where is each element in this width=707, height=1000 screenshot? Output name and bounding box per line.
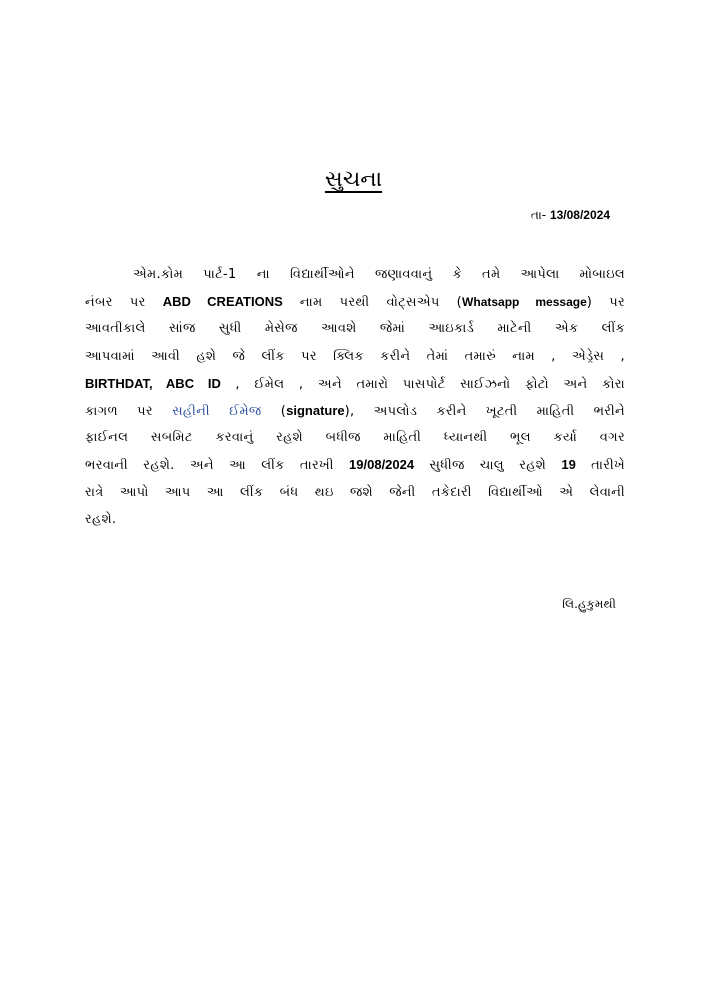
body-line	[85, 424, 625, 451]
signature-image-term: સહીની ઈમેજ	[172, 403, 262, 419]
body-text: આપવામાં આવી હશે જે લીંક પર ક્લિક કરીને તેમાં તમારું નામ , એડ્રેસ ,	[85, 348, 625, 364]
body-text: ) પર	[586, 295, 625, 311]
body-text: ફાઈનલ સબમિટ કરવાનું રહશે બધીજ માહિતી ધ્યાનથી ભૂલ કર્યા વગર	[85, 430, 625, 446]
body-line	[85, 315, 625, 342]
body-text: રાત્રે આપો આપ આ લીંક બંધ થઇ જશે જેની તકેદારી વિદ્યાર્થીઓ એ લેવાની	[85, 484, 625, 500]
deadline-day: 19	[561, 457, 576, 473]
notice-date	[470, 207, 610, 223]
body-line	[85, 370, 625, 397]
signature-term: signature	[286, 402, 345, 418]
company-name: ABD CREATIONS	[162, 294, 283, 310]
body-text: આવતીકાલે સાંજ સુધી મેસેજ આવશે જેમાં આઇકાર્ડ માટેની એક લીંક	[85, 321, 625, 337]
body-line	[85, 479, 625, 506]
body-text: રહશે.	[85, 511, 117, 527]
body-line	[85, 397, 625, 424]
notice-body	[85, 261, 625, 533]
body-line	[85, 451, 625, 478]
deadline-date: 19/08/2024	[349, 457, 415, 473]
birthdate-term: BIRTHDAT	[85, 375, 150, 391]
body-line	[85, 261, 625, 288]
notice-title: સુચના	[324, 167, 383, 192]
body-text: એમ.કોમ પાર્ટ-1 ના વિદ્યાર્થીઓને જણાવવાનું કે તમે આપેલા મોબાઇલ	[133, 267, 625, 282]
abc-id-term: ABC ID	[165, 375, 221, 391]
body-text: સુધીજ ચાલુ રહશે	[414, 458, 562, 474]
body-line	[85, 343, 625, 370]
body-text: ભરવાની રહશે. અને આ લીંક તારખી	[85, 458, 350, 474]
body-text: ), અપલોડ કરીને ખૂટતી માહિતી ભરીને	[344, 403, 626, 419]
body-line	[85, 506, 625, 533]
signature-line: લિ.હુકુમથી	[562, 597, 616, 611]
date-prefix: તા-	[530, 208, 550, 222]
body-text: નંબર પર	[85, 295, 163, 311]
body-text: (	[261, 403, 287, 419]
body-text: કાગળ પર	[85, 403, 173, 419]
body-text: ,	[149, 375, 166, 391]
body-line	[85, 288, 625, 315]
body-text: તારીખે	[575, 458, 625, 474]
body-text: નામ પરથી વોટ્સએપ (	[282, 295, 463, 311]
whatsapp-term: Whatsapp message	[462, 295, 587, 310]
date-value: 13/08/2024	[549, 208, 610, 222]
body-text: , ઈમેલ , અને તમારો પાસપોર્ટ સાઈઝનો ફોટો અને કોરા	[220, 376, 625, 392]
